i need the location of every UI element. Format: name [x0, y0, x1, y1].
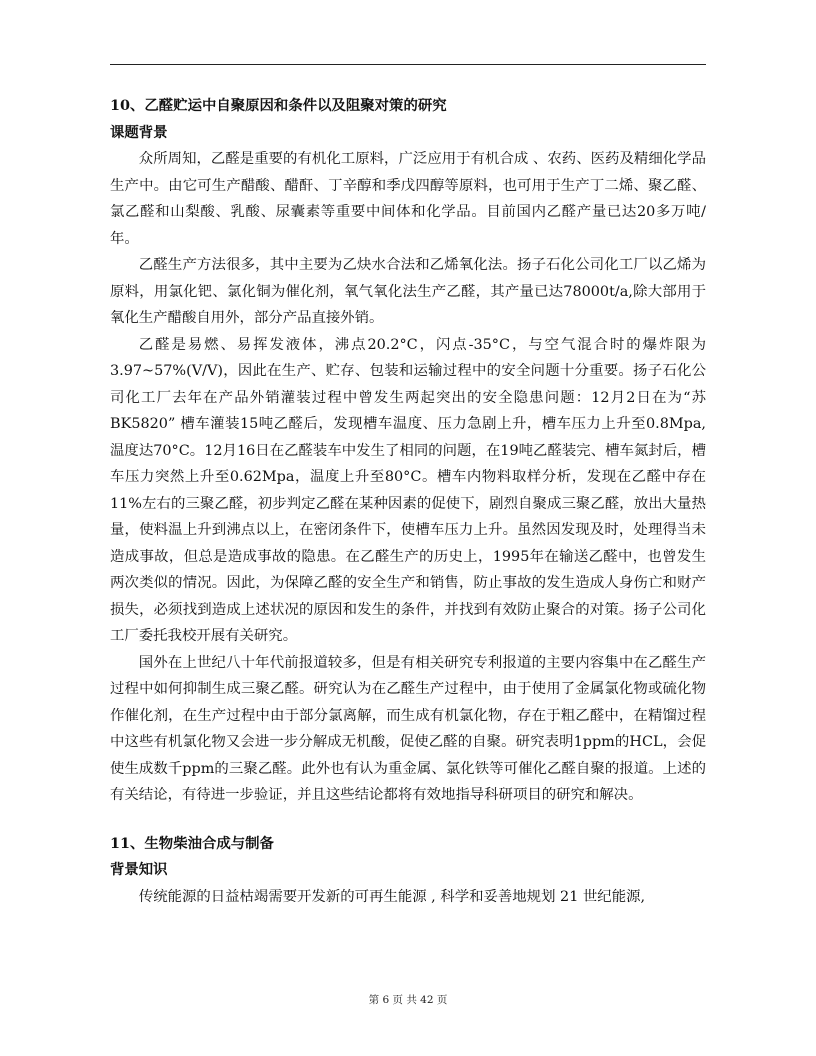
- section-11-paragraph: 传统能源的日益枯竭需要开发新的可再生能源 , 科学和妥善地规划 21 世纪能源,: [138, 888, 646, 905]
- section-11-title: 11、生物柴油合成与制备: [110, 834, 274, 852]
- page-number: 第 6 页 共 42 页: [368, 994, 448, 1006]
- section-10-paragraph: 乙醛是易燃、易挥发液体，沸点20.2°C，闪点-35°C，与空气混合时的爆炸限为3.97~57%(V/V)，因此在生产、贮存、包装和运输过程中的安全问题十分重要。扬子石化公司化工厂去年在产品外销灌装过程中曾发生两起突出的安全隐患问题：12月2日在为“苏BK5820” 槽车灌装15吨乙醛后，发现槽车温度、压力急剧上升，槽车压力上升至0.8Mpa, 温度达70°C。12月16日在乙醛装车中发生了相同的问题，在19吨乙醛装完、槽车氮封后，槽车压力突然上升至0.62Mpa，温度上升至80°C。槽车内物料取样分析，发现在乙醛中存在11%左右的三聚乙醛，初步判定乙醛在某种因素的促使下，剧烈自聚成三聚乙醛，放出大量热量，使料温上升到沸点以上，在密闭条件下，使槽车压力上升。虽然因发现及时，处理得当未造成事故，但总是造成事故的隐患。在乙醛生产的历史上，1995年在输送乙醛中，也曾发生两次类似的情况。因此，为保障乙醛的安全生产和销售，防止事故的发生造成人身伤亡和财产损失，必须找到造成上述状况的原因和发生的条件，并找到有效防止聚合的对策。扬子公司化工厂委托我校开展有关研究。: [110, 336, 706, 644]
- section-10-paragraph: 乙醛生产方法很多，其中主要为乙炔水合法和乙烯氧化法。扬子石化公司化工厂以乙烯为原料，用氯化钯、氯化铜为催化剂，氧气氧化法生产乙醛，其产量已达78000t/a,除大部用于氧化生产醋酸自用外，部分产品直接外销。: [110, 257, 706, 326]
- section-10-title: 10、乙醛贮运中自聚原因和条件以及阻聚对策的研究: [110, 97, 447, 114]
- section-11-subheading: 背景知识: [110, 861, 168, 878]
- header-rule: [110, 64, 706, 65]
- section-gap: [110, 809, 706, 831]
- section-10-paragraph: 国外在上世纪八十年代前报道较多，但是有相关研究专利报道的主要内容集中在乙醛生产过程中如何抑制生成三聚乙醛。研究认为在乙醛生产过程中，由于使用了金属氯化物或硫化物作催化剂，在生产过程中由于部分氯离解，而生成有机氯化物，存在于粗乙醛中，在精馏过程中这些有机氯化物又会进一步分解成无机酸，促使乙醛的自聚。研究表明1ppm的HCL，会促使生成数千ppm的三聚乙醛。此外也有认为重金属、氯化铁等可催化乙醛自聚的报道。上述的有关结论，有待进一步验证，并且这些结论都将有效地指导科研项目的研究和解决。: [110, 654, 706, 803]
- document-body: [110, 93, 706, 910]
- section-10-subheading: 课题背景: [110, 123, 168, 141]
- section-10-paragraph: 众所周知，乙醛是重要的有机化工原料，广泛应用于有机合成 、农药、医药及精细化学品生产中。由它可生产醋酸、醋酐、丁辛醇和季戊四醇等原料，也可用于生产丁二烯、聚乙醛、氯乙醛和山梨酸、乳酸、尿囊素等重要中间体和化学品。目前国内乙醛产量已达20多万吨/年。: [110, 151, 706, 247]
